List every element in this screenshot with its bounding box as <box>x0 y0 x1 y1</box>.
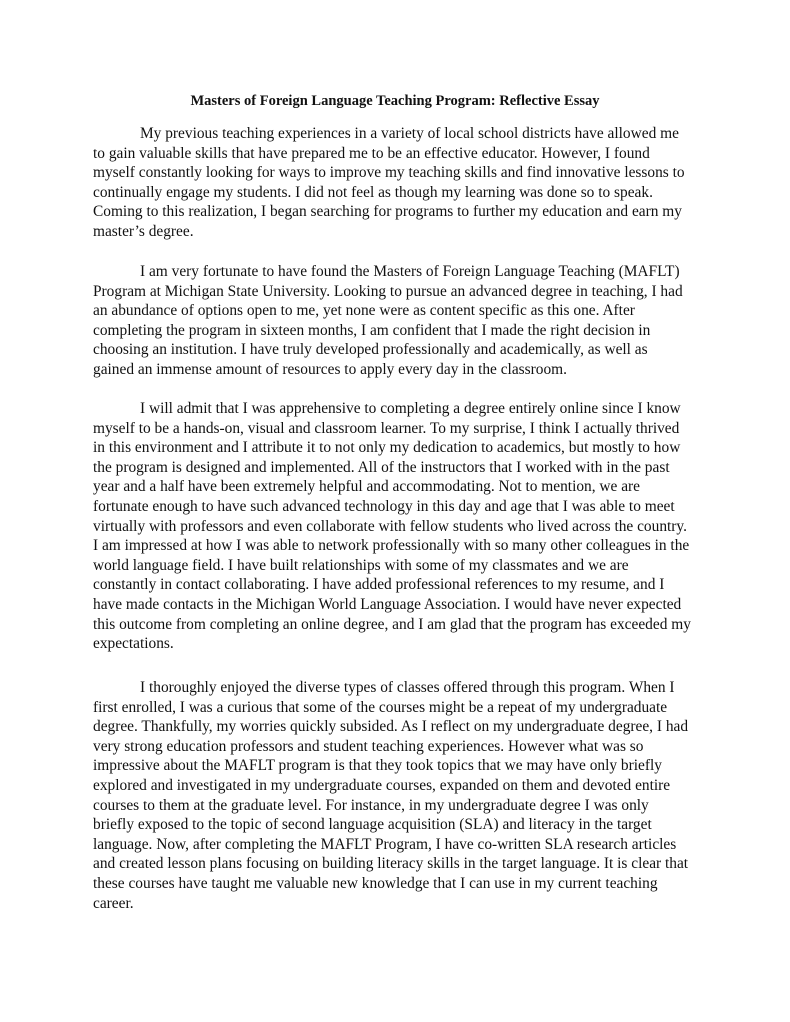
text-line: I thoroughly enjoyed the diverse types of classes offered through this program. When I <box>140 679 675 696</box>
text-line: an abundance of options open to me, yet none were as content specific as this one. After <box>93 302 635 320</box>
essay-title: Masters of Foreign Language Teaching Program: Reflective Essay <box>190 93 600 109</box>
text-line: expectations. <box>93 635 174 653</box>
text-line: and created lesson plans focusing on building literacy skills in the target language. It is clear that <box>93 855 689 873</box>
text-line: courses to them at the graduate level. For instance, in my undergraduate degree I was only <box>93 796 649 814</box>
text-line: year and a half have been extremely helpful and accommodating. Not to mention, we are <box>93 478 641 496</box>
text-line: briefly exposed to the topic of second language acquisition (SLA) and literacy in the target <box>93 816 652 834</box>
text-line: I am impressed at how I was able to network professionally with so many other colleagues in the <box>93 537 690 555</box>
text-line: to gain valuable skills that have prepared me to be an effective educator. However, I found <box>93 144 650 162</box>
text-line: virtually with professors and even collaborate with fellow students who lived across the country. <box>93 517 687 535</box>
text-line: these courses have taught me valuable new knowledge that I can use in my current teaching <box>93 874 658 892</box>
text-line: world language field. I have built relationships with some of my classmates and we are <box>93 556 629 574</box>
text-line: the program is designed and implemented. All of the instructors that I worked with in the past <box>93 458 670 476</box>
text-line: degree. Thankfully, my worries quickly subsided. As I reflect on my undergraduate degree, I had <box>93 718 689 736</box>
text-line: I am very fortunate to have found the Masters of Foreign Language Teaching (MAFLT) <box>140 263 680 280</box>
text-line: this outcome from completing an online degree, and I am glad that the program has exceeded my <box>93 615 691 633</box>
text-line: gained an immense amount of resources to apply every day in the classroom. <box>93 360 567 378</box>
text-line: career. <box>93 894 134 912</box>
text-line: I will admit that I was apprehensive to completing a degree entirely online since I know <box>140 400 681 417</box>
text-line: Program at Michigan State University. Looking to pursue an advanced degree in teaching, I had <box>93 282 683 300</box>
paragraph-4 <box>93 678 704 913</box>
text-line: explored and investigated in my undergraduate courses, expanded on them and devoted entire <box>93 776 671 794</box>
paragraph-1 <box>93 124 704 242</box>
text-line: myself to be a hands-on, visual and classroom learner. To my surprise, I think I actually thrived <box>93 419 680 437</box>
text-line: very strong education professors and student teaching experiences. However what was so <box>93 737 644 755</box>
text-line: completing the program in sixteen months, I am confident that I made the right decision in <box>93 321 651 339</box>
paragraph-3 <box>93 399 704 654</box>
text-line: continually engage my students. I did not feel as though my learning was done so to speak. <box>93 183 653 201</box>
text-line: myself constantly looking for ways to improve my teaching skills and find innovative lessons to <box>93 164 685 182</box>
text-line: master’s degree. <box>93 222 194 240</box>
text-line: in this environment and I attribute it to not only my dedication to academics, but mostly to how <box>93 439 681 457</box>
text-line: constantly in contact collaborating. I have added professional references to my resume, and I <box>93 576 665 594</box>
text-line: fortunate enough to have such advanced technology in this day and age that I was able to meet <box>93 497 675 515</box>
text-line: Coming to this realization, I began searching for programs to further my education and earn my <box>93 203 682 221</box>
text-line: first enrolled, I was a curious that some of the courses might be a repeat of my undergraduate <box>93 698 668 716</box>
text-line: impressive about the MAFLT program is that they took topics that we may have only briefly <box>93 757 662 775</box>
text-line: choosing an institution. I have truly developed professionally and academically, as well as <box>93 341 648 359</box>
text-line: have made contacts in the Michigan World Language Association. I would have never expected <box>93 595 682 613</box>
paragraph-2 <box>93 262 704 380</box>
text-line: My previous teaching experiences in a variety of local school districts have allowed me <box>140 125 679 142</box>
text-line: language. Now, after completing the MAFLT Program, I have co-written SLA research articles <box>93 835 677 853</box>
